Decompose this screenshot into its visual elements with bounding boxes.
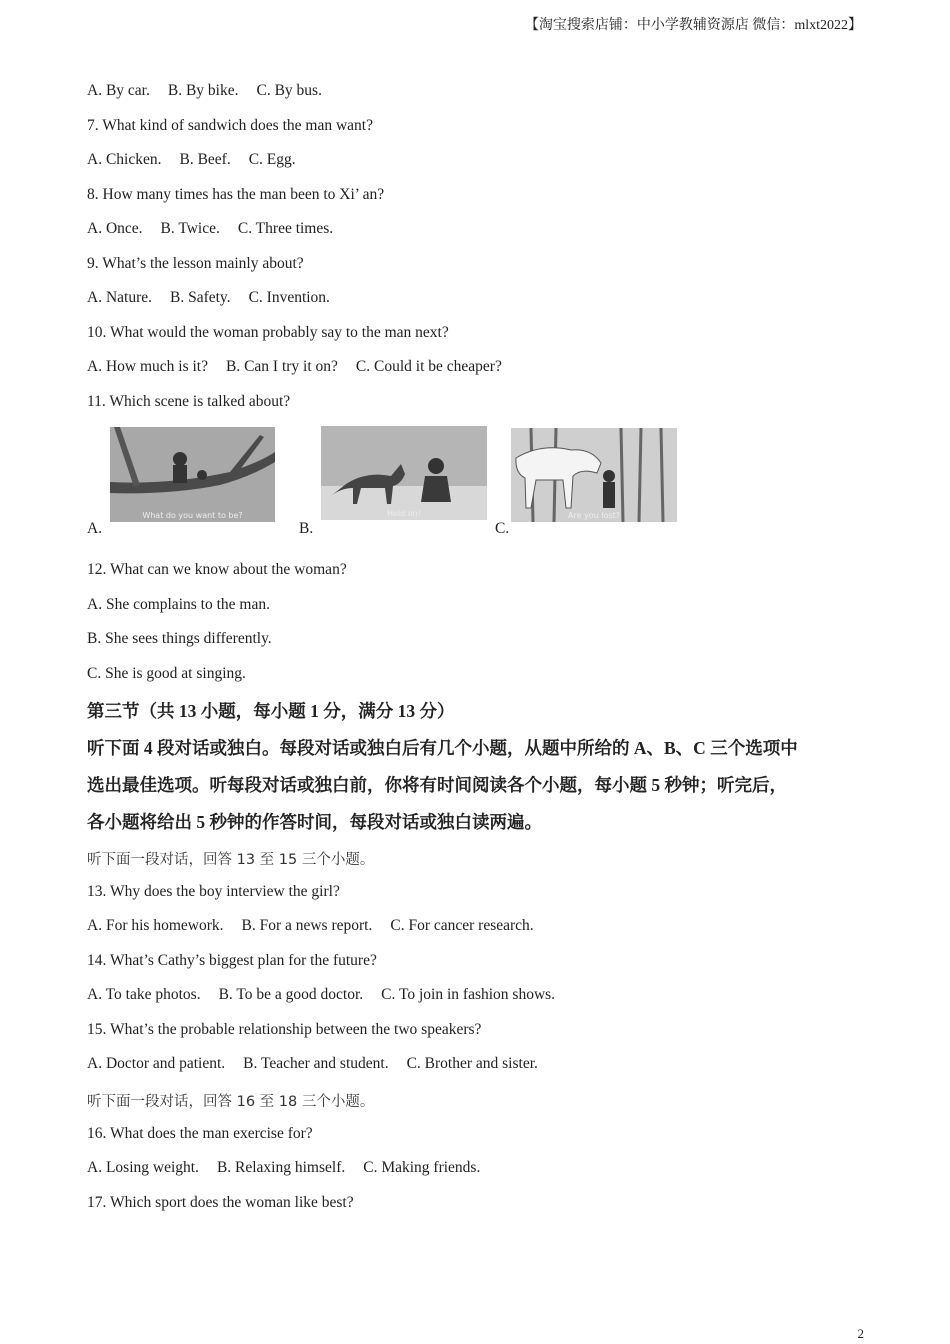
option-b: B. Safety. [170,289,231,306]
option-c: C. Invention. [248,289,330,306]
option-c: C. Brother and sister. [406,1055,538,1072]
option-a: A. Doctor and patient. [87,1055,226,1072]
dialog-2-note: 听下面一段对话，回答 16 至 18 三个小题。 [87,1094,375,1110]
question-15: 15. What’s the probable relationship between the two speakers? [87,1021,482,1038]
q15-options [87,1055,556,1073]
q12-option-a: A. She complains to the man. [87,596,270,613]
q11-label-c: C. [495,520,510,537]
section-3-title: 第三节（共 13 小题，每小题 1 分，满分 13 分） [87,701,455,721]
q11-label-b: B. [299,520,314,537]
option-a: A. Nature. [87,289,152,306]
section-3-instruction-3: 各小题将给出 5 秒钟的作答时间，每段对话或独白读两遍。 [87,812,542,832]
scene-c-image [511,428,677,522]
question-16: 16. What does the man exercise for? [87,1125,313,1142]
section-3-instruction-1: 听下面 4 段对话或独白。每段对话或独白后有几个小题，从题中所给的 A、B、C 三个选项中 [87,738,798,758]
option-c: C. Three times. [237,220,334,237]
question-13: 13. Why does the boy interview the girl? [87,883,340,900]
section-3-instruction-2: 选出最佳选项。听每段对话或独白前，你将有时间阅读各个小题，每小题 5 秒钟；听完后， [87,775,787,795]
question-8: 8. How many times has the man been to Xi’ an? [87,186,385,203]
q7-options [87,151,314,169]
option-b: B. Beef. [179,151,231,168]
page-header: 【淘宝搜索店铺：中小学教辅资源店 微信：mlxt2022】 [524,18,862,33]
question-10: 10. What would the woman probably say to the man next? [87,324,449,341]
page-number: 2 [857,1326,864,1341]
horse-and-boy-icon [511,428,677,522]
scene-a-image [110,427,275,522]
q9-options [87,289,348,307]
q14-options [87,986,573,1004]
option-a: A. To take photos. [87,986,201,1003]
q10-options [87,358,520,376]
q8-options [87,220,351,238]
option-b: B. To be a good doctor. [218,986,364,1003]
q12-option-b: B. She sees things differently. [87,630,272,647]
scene-b-image [321,426,487,520]
question-17: 17. Which sport does the woman like best? [87,1194,354,1211]
option-a: A. For his homework. [87,917,224,934]
scene-c-caption: Are you lost? [568,511,620,520]
dialog-1-note: 听下面一段对话，回答 13 至 15 三个小题。 [87,852,375,868]
q6-options [87,82,340,100]
option-b: B. By bike. [167,82,239,99]
option-c: C. Making friends. [363,1159,481,1176]
scene-a-caption: What do you want to be? [142,511,243,520]
option-c: C. To join in fashion shows. [381,986,556,1003]
option-a: A. Losing weight. [87,1159,199,1176]
option-b: B. Twice. [160,220,220,237]
tree-branch-icon [110,427,275,522]
question-9: 9. What’s the lesson mainly about? [87,255,304,272]
option-b: B. Relaxing himself. [216,1159,346,1176]
q12-option-c: C. She is good at singing. [87,665,246,682]
option-c: C. By bus. [256,82,322,99]
question-12: 12. What can we know about the woman? [87,561,347,578]
q16-options [87,1159,498,1177]
option-a: A. How much is it? [87,358,208,375]
q13-options [87,917,552,935]
option-c: C. For cancer research. [390,917,534,934]
option-a: A. Chicken. [87,151,162,168]
question-7: 7. What kind of sandwich does the man want? [87,117,373,134]
option-b: B. Teacher and student. [243,1055,389,1072]
option-a: A. By car. [87,82,150,99]
option-b: B. Can I try it on? [225,358,338,375]
option-c: C. Egg. [248,151,296,168]
q11-label-a: A. [87,520,103,537]
question-14: 14. What’s Cathy’s biggest plan for the future? [87,952,377,969]
option-c: C. Could it be cheaper? [355,358,502,375]
scene-b-caption: Hold on! [387,509,421,518]
question-11: 11. Which scene is talked about? [87,393,291,410]
option-b: B. For a news report. [241,917,373,934]
option-a: A. Once. [87,220,143,237]
fox-and-boy-icon [321,426,487,520]
